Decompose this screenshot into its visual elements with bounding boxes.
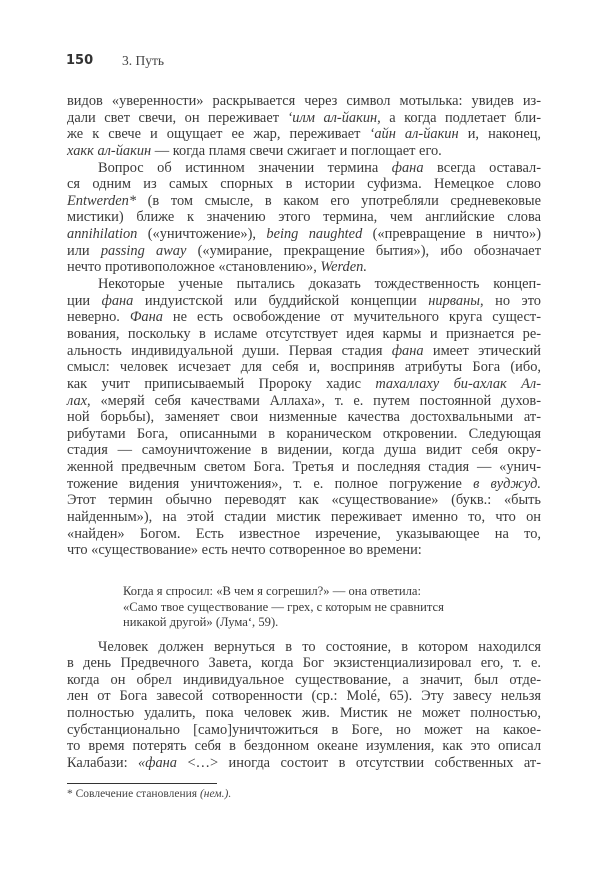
text-run: нечто противоположное «становлению», — [67, 259, 321, 276]
text-run: субстанционально [само]уничтожиться в Боге, но может на какое- — [67, 721, 541, 738]
italic-term: «фана — [138, 754, 177, 771]
text-line — [67, 193, 541, 210]
text-line — [67, 476, 541, 493]
italic-term: фана — [391, 342, 424, 359]
text-line — [67, 110, 541, 127]
text-line — [67, 209, 541, 226]
text-run: смысл: человек исчезает для себя и, восприняв атрибуты Бога (ибо, — [67, 359, 541, 376]
text-run: (в том смысле, в каком его употребляли средневековые — [136, 192, 541, 209]
italic-term: being naughted — [266, 226, 363, 243]
text-line — [67, 143, 541, 160]
footnote-divider — [67, 783, 217, 784]
text-run: Вопрос об истинном значении термина — [98, 159, 392, 176]
text-line — [123, 600, 543, 616]
text-run: имеет этический — [423, 342, 541, 359]
text-line — [123, 615, 543, 631]
text-line — [67, 705, 541, 722]
text-run: («умирание, прекращение бытия»), ибо обозначает — [186, 242, 541, 259]
text-run: не есть освобождение от мучительного круга сущест- — [162, 309, 541, 326]
text-line — [67, 243, 541, 260]
text-line — [67, 293, 541, 310]
text-line — [67, 655, 541, 672]
text-run: «Само твое существование — грех, с которым не сравнится — [123, 599, 444, 614]
text-line — [67, 126, 541, 143]
text-line — [67, 542, 541, 559]
text-run: вования, поскольку в исламе отсутствует идея кармы и признается ре- — [67, 325, 541, 342]
text-run: когда он обрел индивидуальное существование, а значит, был отде- — [67, 671, 541, 688]
text-line — [67, 326, 541, 343]
text-run: «найден» Богом. Есть известное изречение, указывающее на то, — [67, 525, 541, 542]
text-run: всегда оставал- — [423, 159, 542, 176]
text-run: , а когда подлетает бли- — [377, 109, 542, 126]
text-run: полностью удалить, пока человек жив. Мистик не может полностью, — [67, 705, 541, 722]
text-line — [67, 393, 541, 410]
text-line — [67, 509, 541, 526]
text-run: же к свече и ощущает ее жар, переживает — [67, 126, 370, 143]
page-number: 150 — [66, 53, 94, 68]
italic-term: хакк ал-йакин — [67, 142, 152, 159]
body-text-bottom — [67, 639, 541, 772]
text-run: и, наконец, — [458, 126, 541, 143]
text-run: женной предвечным светом Бога. Третья и последняя стадия — «унич- — [67, 459, 541, 476]
text-run: Калабази: — [67, 754, 139, 771]
text-run: , «меряй себя качествами Аллаха», т. е. путем постоянной духов- — [87, 392, 541, 409]
italic-term: annihilation — [67, 226, 138, 243]
text-run: («превращение в ничто») — [362, 226, 541, 243]
italic-term: Фана — [129, 309, 163, 326]
text-run: стадия — самоуничтожение в видении, когда душа видит себя окру- — [67, 442, 541, 459]
text-line — [67, 459, 541, 476]
italic-term: ‘айн ал-йакин — [369, 126, 459, 143]
text-line — [67, 492, 541, 509]
text-line — [67, 176, 541, 193]
italic-term: фана — [391, 159, 424, 176]
text-run: — когда пламя свечи сжигает и поглощает его. — [151, 142, 442, 159]
text-run: Этот термин обычно переводят как «существование» (букв.: «быть — [67, 492, 541, 509]
text-line — [67, 738, 541, 755]
block-quote — [123, 584, 543, 631]
text-run: в день Предвечного Завета, когда Бог экзистенциализировал его, т. е. — [67, 655, 541, 672]
text-line — [67, 526, 541, 543]
text-run: что «существование» есть нечто сотворенное во времени: — [67, 542, 422, 559]
italic-term: Entwerden* — [67, 192, 137, 209]
italic-term: Werden. — [320, 259, 367, 276]
text-run: тожение видения уничтожения», т. е. полное погружение — [67, 475, 474, 492]
text-line — [67, 426, 541, 443]
text-run: как учит приписываемый Пророку хадис — [67, 375, 376, 392]
text-line — [67, 442, 541, 459]
text-line — [67, 276, 541, 293]
italic-term: ‘илм ал-йакин — [287, 109, 378, 126]
footnote — [67, 787, 231, 801]
text-run: то время потерять себя в бездонном океане изумления, как это описал — [67, 738, 541, 755]
text-run: индуистской или буддийской концепции — [133, 292, 429, 309]
text-run: лен от Бога завесой сотворенности (ср.: Molé, 65). Эту завесу нельзя — [67, 688, 541, 705]
text-run: * Совлечение становления — [67, 788, 200, 800]
italic-term: passing away — [100, 242, 187, 259]
text-line — [67, 409, 541, 426]
body-text-top — [67, 93, 541, 559]
text-line — [67, 672, 541, 689]
text-run: ся одним из самых спорных в истории суфизма. Немецкое слово — [67, 176, 541, 193]
italic-term: (нем.). — [199, 788, 232, 800]
text-line — [123, 584, 543, 600]
text-line — [67, 259, 541, 276]
text-run: найденным»), на этой стадии мистик переживает именно то, что он — [67, 509, 541, 526]
text-run: видов «уверенности» раскрывается через символ мотылька: увидев из- — [67, 93, 541, 109]
text-line — [67, 160, 541, 177]
text-run: или — [67, 242, 101, 259]
text-line — [67, 639, 541, 656]
text-run: ции — [67, 292, 102, 309]
text-run: рибутами Бога, описанными в кораническом откровении. Следующая — [67, 425, 541, 442]
italic-term: в вуджуд. — [473, 475, 541, 492]
text-run: Некоторые ученые пытались доказать тождественность концеп- — [98, 276, 541, 293]
italic-term: фана — [101, 292, 134, 309]
text-run: альность индивидуальной души. Первая стадия — [67, 342, 392, 359]
running-header-chapter: 3. Путь — [122, 53, 165, 68]
text-line — [67, 309, 541, 326]
text-line — [67, 755, 541, 772]
text-line — [67, 359, 541, 376]
text-line — [67, 722, 541, 739]
text-line — [67, 376, 541, 393]
text-run: Человек должен вернуться в то состояние, в котором находился — [98, 638, 541, 655]
text-run: неверно. — [67, 309, 130, 326]
text-line — [67, 93, 541, 110]
text-run: («уничтожение»), — [137, 226, 267, 243]
text-line — [67, 343, 541, 360]
text-run: мистики) ближе к значению этого термина, чем английские слова — [67, 209, 541, 226]
text-run: никакой другой» (Лума‘, 59). — [123, 615, 279, 629]
italic-term: нирваны — [428, 292, 481, 309]
text-line — [67, 226, 541, 243]
text-run: <…> иногда состоит в отсутствии собственных ат- — [177, 754, 541, 771]
italic-term: тахаллаху би-ахлак Ал- — [375, 375, 541, 392]
text-run: ной борьбы), заменяет свои низменные качества достохвальными ат- — [67, 409, 541, 426]
text-run: дали свет свечи, он переживает — [67, 109, 288, 126]
italic-term: лах — [67, 392, 88, 409]
text-run: , но это — [480, 292, 542, 309]
text-run: Когда я спросил: «В чем я согрешил?» — она ответила: — [123, 584, 421, 598]
text-line — [67, 688, 541, 705]
